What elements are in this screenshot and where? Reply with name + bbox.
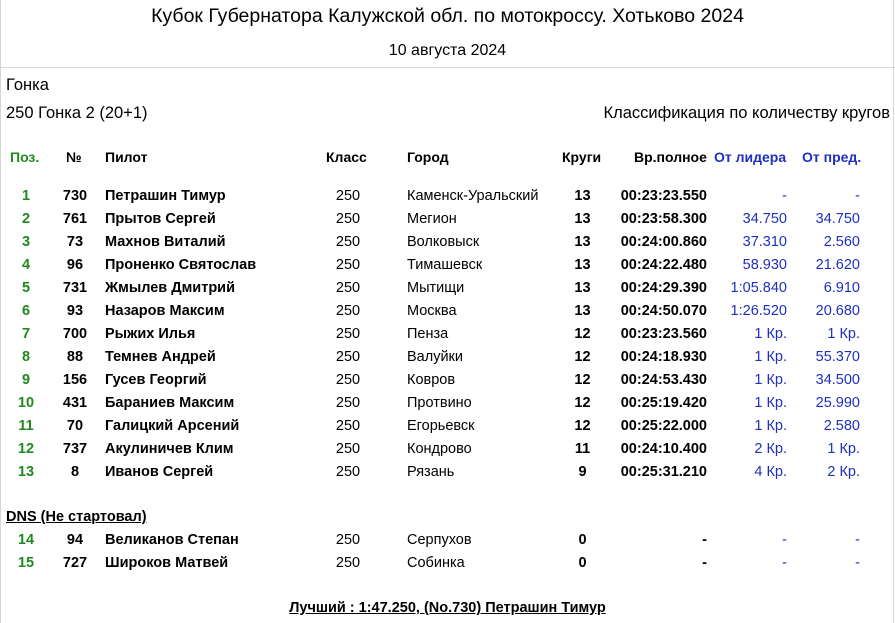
cell-total-time: 00:24:10.400 (620, 441, 707, 457)
cell-position: 2 (21, 211, 31, 227)
cell-from-leader: 1 Кр. (754, 372, 787, 388)
event-date: 10 августа 2024 (388, 42, 507, 59)
cell-laps: 12 (574, 349, 591, 365)
cell-from-leader: 37.310 (742, 234, 787, 250)
cell-position: 1 (21, 188, 31, 204)
cell-class: 250 (335, 234, 361, 250)
cell-city: Мегион (407, 211, 457, 227)
cell-total-time: 00:24:50.070 (620, 303, 707, 319)
cell-position: 14 (17, 532, 35, 548)
right-border (893, 0, 894, 623)
cell-pilot: Рыжих Илья (105, 326, 196, 342)
cell-city: Каменск-Уральский (407, 188, 539, 204)
cell-from-prev: 2 Кр. (827, 464, 860, 480)
cell-number: 737 (62, 441, 88, 457)
cell-laps: 12 (574, 372, 591, 388)
cell-total-time: 00:24:53.430 (620, 372, 707, 388)
cell-pilot: Акулиничев Клим (105, 441, 234, 457)
cell-number: 70 (66, 418, 84, 434)
cell-position: 3 (21, 234, 31, 250)
cell-laps: 0 (578, 555, 587, 571)
cell-city: Москва (407, 303, 457, 319)
cell-laps: 13 (574, 188, 591, 204)
cell-from-prev: - (855, 188, 860, 204)
cell-pilot: Великанов Степан (105, 532, 239, 548)
cell-pilot: Жмылев Дмитрий (105, 280, 235, 296)
cell-from-prev: 20.680 (815, 303, 860, 319)
cell-position: 5 (21, 280, 31, 296)
cell-from-prev: - (855, 555, 860, 571)
cell-city: Егорьевск (407, 418, 475, 434)
left-border (0, 0, 1, 623)
cell-city: Протвино (407, 395, 472, 411)
cell-laps: 9 (578, 464, 587, 480)
header-from-leader: От лидера (714, 149, 787, 165)
cell-laps: 12 (574, 418, 591, 434)
cell-total-time: 00:24:00.860 (620, 234, 707, 250)
cell-class: 250 (335, 464, 361, 480)
cell-from-prev: 55.370 (815, 349, 860, 365)
cell-number: 727 (62, 555, 88, 571)
cell-from-prev: - (855, 532, 860, 548)
cell-class: 250 (335, 326, 361, 342)
cell-from-leader: 1 Кр. (754, 349, 787, 365)
cell-number: 156 (62, 372, 88, 388)
cell-number: 8 (70, 464, 80, 480)
cell-from-prev: 1 Кр. (827, 326, 860, 342)
cell-from-leader: 58.930 (742, 257, 787, 273)
cell-from-leader: 1:05.840 (730, 280, 787, 296)
cell-city: Рязань (407, 464, 455, 480)
cell-laps: 0 (578, 532, 587, 548)
cell-pilot: Прытов Сергей (105, 211, 216, 227)
cell-class: 250 (335, 280, 361, 296)
cell-number: 88 (66, 349, 84, 365)
cell-class: 250 (335, 441, 361, 457)
header-position: Поз. (10, 149, 40, 165)
cell-total-time: 00:25:31.210 (620, 464, 707, 480)
cell-number: 761 (62, 211, 88, 227)
cell-city: Собинка (407, 555, 465, 571)
cell-city: Волковыск (407, 234, 480, 250)
header-from-prev: От пред. (802, 149, 862, 165)
cell-total-time: 00:24:29.390 (620, 280, 707, 296)
header-total-time: Вр.полное (634, 149, 707, 165)
cell-class: 250 (335, 395, 361, 411)
cell-laps: 11 (574, 441, 591, 457)
header-number: № (66, 149, 82, 165)
header-pilot: Пилот (105, 149, 148, 165)
dns-label: DNS (Не стартовал) (6, 509, 147, 525)
header-city: Город (407, 149, 449, 165)
header-class: Класс (326, 149, 367, 165)
cell-class: 250 (335, 211, 361, 227)
cell-pilot: Назаров Максим (105, 303, 225, 319)
cell-position: 7 (21, 326, 31, 342)
cell-position: 15 (17, 555, 35, 571)
cell-city: Кондрово (407, 441, 472, 457)
cell-city: Тимашевск (407, 257, 483, 273)
cell-number: 94 (66, 532, 84, 548)
cell-number: 93 (66, 303, 84, 319)
cell-total-time: - (702, 555, 707, 571)
cell-city: Ковров (407, 372, 456, 388)
cell-total-time: 00:25:19.420 (620, 395, 707, 411)
cell-position: 6 (21, 303, 31, 319)
cell-pilot: Бараниев Максим (105, 395, 235, 411)
race-name: 250 Гонка 2 (20+1) (6, 104, 148, 122)
cell-pilot: Гусев Георгий (105, 372, 207, 388)
cell-class: 250 (335, 303, 361, 319)
cell-number: 96 (66, 257, 84, 273)
cell-from-leader: 1:26.520 (730, 303, 787, 319)
cell-from-leader: - (782, 555, 787, 571)
section-label: Гонка (6, 76, 49, 94)
cell-position: 13 (17, 464, 35, 480)
cell-class: 250 (335, 532, 361, 548)
cell-laps: 13 (574, 211, 591, 227)
cell-position: 4 (21, 257, 31, 273)
cell-from-prev: 21.620 (815, 257, 860, 273)
cell-from-leader: 4 Кр. (754, 464, 787, 480)
cell-laps: 12 (574, 395, 591, 411)
cell-from-prev: 34.750 (815, 211, 860, 227)
cell-from-leader: - (782, 532, 787, 548)
cell-position: 11 (18, 418, 34, 434)
cell-city: Пенза (407, 326, 449, 342)
cell-class: 250 (335, 188, 361, 204)
cell-total-time: 00:24:18.930 (620, 349, 707, 365)
cell-number: 730 (62, 188, 88, 204)
cell-from-prev: 2.580 (823, 418, 860, 434)
cell-pilot: Темнев Андрей (105, 349, 216, 365)
cell-total-time: 00:23:58.300 (620, 211, 707, 227)
cell-from-prev: 6.910 (823, 280, 860, 296)
header-divider (0, 67, 895, 68)
cell-from-prev: 25.990 (815, 395, 860, 411)
cell-from-leader: 34.750 (742, 211, 787, 227)
cell-number: 700 (62, 326, 88, 342)
cell-position: 10 (17, 395, 35, 411)
cell-number: 731 (62, 280, 88, 296)
cell-from-leader: 1 Кр. (754, 418, 787, 434)
cell-total-time: 00:25:22.000 (620, 418, 707, 434)
cell-laps: 13 (574, 234, 591, 250)
cell-pilot: Галицкий Арсений (105, 418, 240, 434)
classification-label: Классификация по количеству кругов (603, 104, 890, 122)
cell-laps: 12 (574, 326, 591, 342)
cell-pilot: Проненко Святослав (105, 257, 257, 273)
cell-from-prev: 1 Кр. (827, 441, 860, 457)
cell-position: 8 (21, 349, 31, 365)
cell-from-leader: 1 Кр. (754, 395, 787, 411)
cell-from-leader: 2 Кр. (754, 441, 787, 457)
cell-from-leader: 1 Кр. (754, 326, 787, 342)
cell-total-time: 00:24:22.480 (620, 257, 707, 273)
cell-from-leader: - (782, 188, 787, 204)
cell-position: 9 (21, 372, 31, 388)
cell-total-time: 00:23:23.560 (620, 326, 707, 342)
cell-position: 12 (17, 441, 35, 457)
document-title: Кубок Губернатора Калужской обл. по мотокроссу. Хотьково 2024 (151, 5, 744, 27)
cell-from-prev: 2.560 (823, 234, 860, 250)
cell-total-time: 00:23:23.550 (620, 188, 707, 204)
cell-laps: 13 (574, 303, 591, 319)
cell-class: 250 (335, 418, 361, 434)
cell-number: 431 (62, 395, 88, 411)
cell-class: 250 (335, 555, 361, 571)
cell-class: 250 (335, 372, 361, 388)
cell-pilot: Широков Матвей (105, 555, 229, 571)
cell-city: Валуйки (407, 349, 463, 365)
cell-pilot: Петрашин Тимур (105, 188, 226, 204)
cell-total-time: - (702, 532, 707, 548)
cell-pilot: Махнов Виталий (105, 234, 226, 250)
cell-from-prev: 34.500 (815, 372, 860, 388)
cell-class: 250 (335, 257, 361, 273)
cell-laps: 13 (574, 280, 591, 296)
cell-city: Мытищи (407, 280, 465, 296)
cell-class: 250 (335, 349, 361, 365)
cell-city: Серпухов (407, 532, 472, 548)
header-laps: Круги (562, 149, 602, 165)
cell-number: 73 (66, 234, 84, 250)
cell-laps: 13 (574, 257, 591, 273)
cell-pilot: Иванов Сергей (105, 464, 214, 480)
best-lap: Лучший : 1:47.250, (No.730) Петрашин Тимур (289, 600, 606, 616)
